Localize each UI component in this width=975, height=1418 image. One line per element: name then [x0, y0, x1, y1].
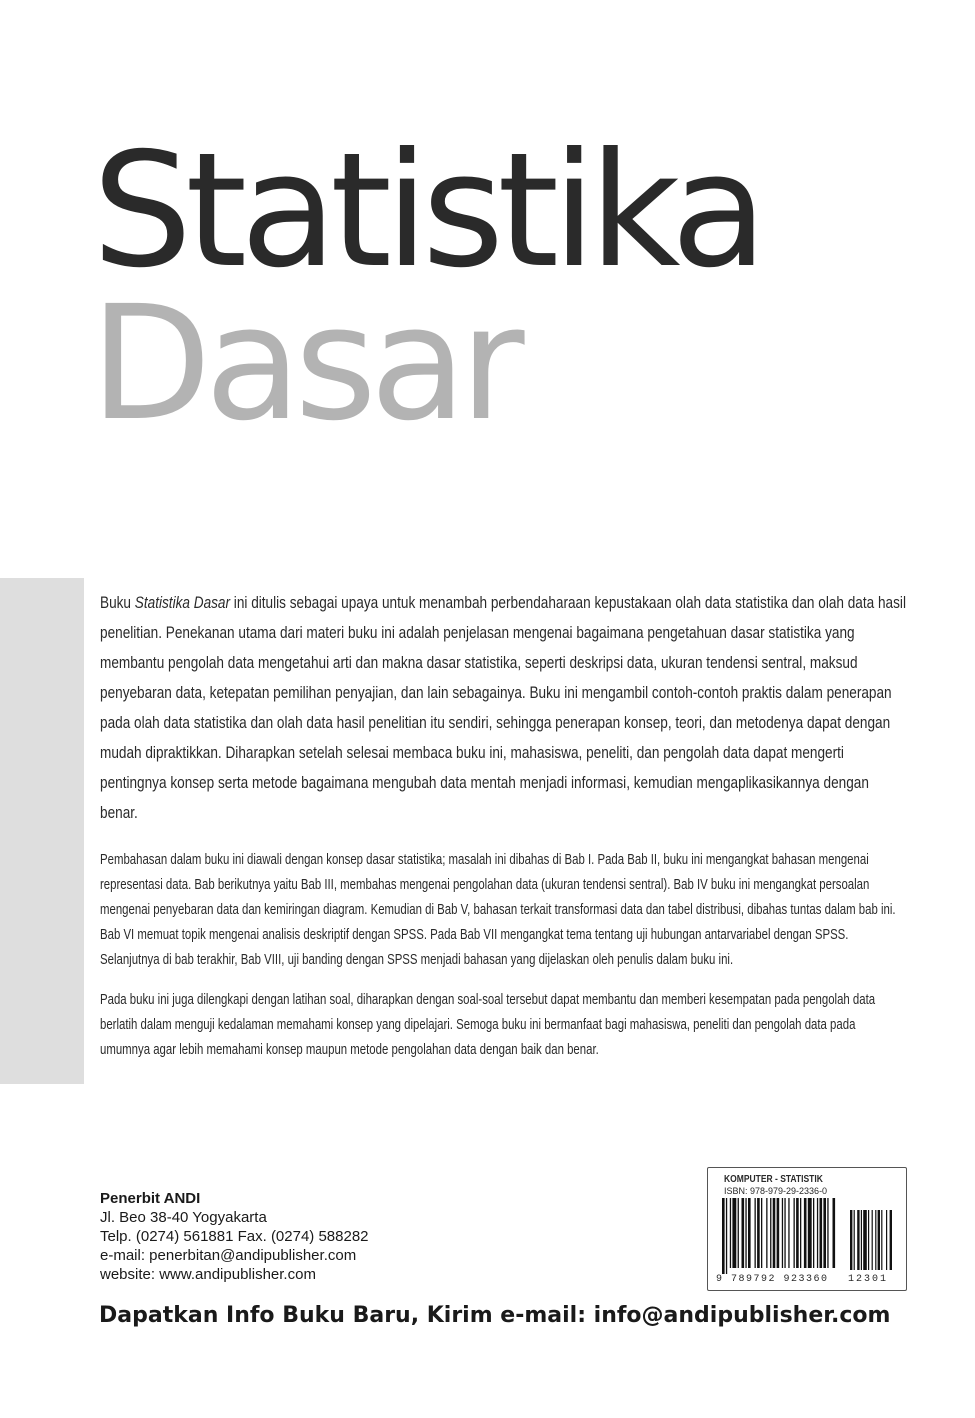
barcode-category: KOMPUTER - STATISTIK	[724, 1174, 823, 1185]
barcode-bar	[800, 1198, 801, 1268]
para1-prefix: Buku	[100, 593, 135, 612]
barcode-bar	[813, 1198, 814, 1268]
barcode-bar	[738, 1198, 739, 1268]
para1-book-title: Statistika Dasar	[134, 593, 231, 612]
barcode-addon-bar	[872, 1210, 873, 1270]
barcode-label	[707, 1167, 907, 1291]
footer-info-line: Dapatkan Info Buku Baru, Kirim e-mail: info@andipublisher.com	[99, 1303, 891, 1328]
barcode-bar	[804, 1198, 807, 1268]
barcode-bar	[773, 1198, 776, 1268]
barcode-bar	[766, 1198, 767, 1268]
barcode-bar	[817, 1198, 818, 1268]
para1-body: ini ditulis sebagai upaya untuk menambah perbendaharaan kepustakaan olah data statistika dan olah data hasil penelitian. Penekanan utama dari materi buku ini adalah penjelasan mengenai bagaimana pengetahuan dasar statistika yang membantu pengolah data mengetahui arti dan makna dasar statistika, seperti deskripsi data, ukuran tendensi sentral, maksud penyebaran data, ketepatan pemilihan penyajian, dan lain sebagainya. Buku ini mengambil contoh-contoh praktis dalam penerapan pada olah data statistika dan olah data hasil penelitian itu sendiri, sehingga penerapan konsep, teori, dan metodenya dapat dengan mudah dipraktikkan. Diharapkan setelah selesai membaca buku ini, mahasiswa, peneliti, dan pengolah data dapat mengerti pentingnya konsep serta metode bagaimana mengubah data mentah menjadi informasi, kemudian mengaplikasikannya dengan benar.	[100, 593, 906, 822]
barcode-addon-bar	[878, 1210, 880, 1270]
barcode-addon-bar	[861, 1210, 862, 1270]
barcode-bar	[770, 1198, 771, 1268]
barcode-bar	[730, 1198, 731, 1268]
barcode-addon-bar	[850, 1210, 852, 1270]
barcode-bar	[745, 1198, 746, 1268]
publisher-address: Jl. Beo 38-40 Yogyakarta	[100, 1209, 267, 1226]
barcode-bar	[784, 1198, 785, 1268]
publisher-website: website: www.andipublisher.com	[100, 1266, 316, 1283]
barcode-addon-bar	[890, 1210, 892, 1270]
barcode-bar	[808, 1198, 812, 1268]
barcode-bar	[748, 1198, 751, 1268]
barcode-addon-bar	[857, 1210, 859, 1270]
barcode-addon-digits: 12301	[848, 1274, 889, 1285]
barcode-addon-bar	[863, 1210, 867, 1270]
barcode-bar	[742, 1198, 745, 1268]
publisher-name: Penerbit ANDI	[100, 1190, 201, 1207]
barcode-bar	[761, 1198, 762, 1268]
side-decoration-bar	[0, 578, 84, 1084]
barcode-bar	[732, 1198, 736, 1268]
barcode-addon-bar	[868, 1210, 869, 1270]
barcode-bar	[755, 1198, 756, 1268]
barcode-bar	[796, 1198, 799, 1268]
publisher-email: e-mail: penerbitan@andipublisher.com	[100, 1247, 357, 1264]
barcode-bar	[722, 1198, 725, 1274]
blurb	[100, 588, 908, 1062]
barcode-bar	[827, 1198, 828, 1268]
publisher-phone: Telp. (0274) 561881 Fax. (0274) 588282	[100, 1228, 369, 1245]
barcode-bar	[777, 1198, 780, 1268]
blurb-paragraph-2: Pembahasan dalam buku ini diawali dengan konsep dasar statistika; masalah ini dibahas di Bab I. Pada Bab II, buku ini mengangkat bahasan mengenai representasi data. Bab berikutnya yaitu Bab III, membahas mengenai pengolahan data (ukuran tendensi sentral). Bab IV buku ini mengangkat persoalan mengenai penyebaran data dan kemiringan diagram. Kemudian di Bab V, bahasan terkait transformasi data dan tabel distribusi, dibahas tuntas dalam bab ini. Bab VI memuat topik mengenai analisis deskriptif dengan SPSS. Pada Bab VII mengangkat tema tentang uji hubungan antarvariabel dengan SPSS. Selanjutnya di bab terakhir, Bab VIII, uji banding dengan SPSS menjadi bahasan yang dijelaskan oleh penulis dalam buku ini.	[100, 851, 896, 968]
barcode-bar	[823, 1198, 826, 1268]
barcode-isbn: ISBN: 978-979-29-2336-0	[724, 1186, 828, 1196]
blurb-paragraph-3: Pada buku ini juga dilengkapi dengan latihan soal, diharapkan dengan soal-soal tersebut dapat membantu dan memberi kesempatan pada pengolah data berlatih dalam menguji kedalaman memahami konsep yang dipelajari. Semoga buku ini bermanfaat bagi mahasiswa, peneliti dan pengolah data pada umumnya agar lebih memahami konsep maupun metode pengolahan data dengan baik dan benar.	[100, 991, 876, 1058]
publisher-info	[100, 1189, 369, 1284]
barcode-addon-bar	[854, 1210, 855, 1270]
blurb-paragraph-1	[100, 588, 908, 828]
barcode-digits: 9 789792 923360	[716, 1274, 829, 1285]
title-line-1: Statistika	[92, 119, 761, 303]
barcode-addon-bar	[875, 1210, 876, 1270]
barcode-bar	[820, 1198, 823, 1268]
barcode-bar	[794, 1198, 795, 1268]
barcode-addon-bar	[886, 1210, 887, 1270]
barcode-bars	[716, 1198, 900, 1274]
barcode-bar	[757, 1198, 760, 1268]
barcode-bar	[788, 1198, 789, 1268]
title-line-2: Dasar	[90, 272, 518, 456]
barcode-bar	[726, 1198, 727, 1274]
barcode-bar	[782, 1198, 783, 1268]
barcode-bar	[833, 1198, 836, 1268]
barcode-addon-bar	[881, 1210, 882, 1270]
